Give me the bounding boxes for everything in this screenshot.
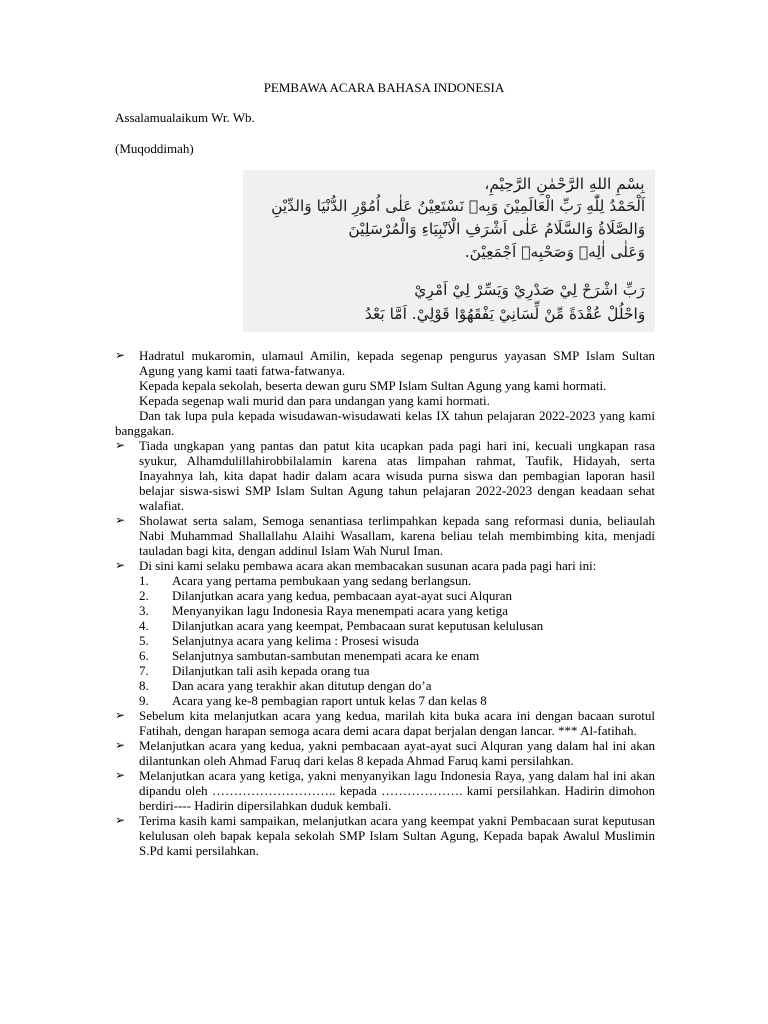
agenda-number: 3. xyxy=(139,603,149,618)
arrow-bullet-icon: ➢ xyxy=(115,348,126,362)
list-item xyxy=(115,708,655,738)
arrow-bullet-icon: ➢ xyxy=(115,738,126,752)
arrow-bullet-icon: ➢ xyxy=(115,513,126,527)
paragraph-hadratul: Hadratul mukaromin, ulamaul Amilin, kepada segenap pengurus yayasan SMP Islam Sultan Agung yang kami taati fatwa-fatwanya. xyxy=(139,348,655,378)
paragraph-syukur: Tiada ungkapan yang pantas dan patut kita ucapkan pada pagi hari ini, kecuali ungkapan rasa syukur, Alhamdulillahirobbilalamin karena atas limpahan rahmat, Taufik, Hidayah, serta Inayahnya lah, kita dapat hadir dalam acara wisuda purna siswa dan pembagian laporan hasil belajar siswa-siswi SMP Islam Sultan Agung tahun pelajaran 2022-2023 dengan keadaan sehat walafiat. xyxy=(139,438,655,513)
paragraph-alfatihah: Sebelum kita melanjutkan acara yang kedua, marilah kita buka acara ini dengan bacaan surotul Fatihah, dengan harapan semoga acara demi acara dapat berjalan dengan lancar. *** Al-fatihah. xyxy=(139,708,655,738)
agenda-number: 9. xyxy=(139,693,149,708)
arrow-bullet-icon: ➢ xyxy=(115,438,126,452)
agenda-item xyxy=(139,573,655,588)
list-item xyxy=(115,738,655,768)
paragraph-wisudawan: Dan tak lupa pula kepada wisudawan-wisudawati kelas IX tahun pelajaran 2022-2023 yang kami banggakan. xyxy=(115,408,655,438)
arabic-opening-image xyxy=(243,170,655,332)
agenda-item xyxy=(139,663,655,678)
arabic-line-3: وَالصَّلَاةُ وَالسَّلَامُ عَلٰى اَشْرَفِ الْاَنْبِيَاءِ وَالْمُرْسَلِيْنَ xyxy=(348,220,645,238)
paragraph-susunan-acara: Di sini kami selaku pembawa acara akan membacakan susunan acara pada pagi hari ini: xyxy=(139,558,597,573)
paragraph-acara-ketiga: Melanjutkan acara yang ketiga, yakni menyanyikan lagu Indonesia Raya, yang dalam hal ini akan dipandu oleh ……………………….. kepada ………………. kami persilahkan. Hadirin dimohon berdiri---- Hadirin dipersilahkan duduk kembali. xyxy=(139,768,655,813)
document-body xyxy=(115,348,655,858)
arabic-line-4: وَعَلٰى اٰلِهٖ وَصَحْبِهٖ اَجْمَعِيْنَ. xyxy=(464,243,645,261)
arabic-line-5: رَبِّ اشْرَحْ لِيْ صَدْرِيْ وَيَسِّرْ لِيْ اَمْرِيْ xyxy=(414,281,645,299)
arrow-bullet-icon: ➢ xyxy=(115,813,126,827)
arrow-bullet-icon: ➢ xyxy=(115,558,126,572)
paragraph-sholawat: Sholawat serta salam, Semoga senantiasa terlimpahkan kepada sang reformasi dunia, beliaulah Nabi Muhammad Shallallahu Alaihi Wasallam, karena beliau telah membimbing kita, menjadi tauladan bagi kita, dengan addinul Islam Wah Nurul Iman. xyxy=(139,513,655,558)
paragraph-kepala-sekolah: Kepada kepala sekolah, beserta dewan guru SMP Islam Sultan Agung yang kami hormati. xyxy=(139,378,607,393)
arrow-bullet-icon: ➢ xyxy=(115,768,126,782)
paragraph-wali-murid: Kepada segenap wali murid dan para undangan yang kami hormati. xyxy=(139,393,490,408)
agenda-number: 8. xyxy=(139,678,149,693)
agenda-item xyxy=(139,603,655,618)
agenda-item xyxy=(139,588,655,603)
agenda-text: Selanjutnya acara yang kelima : Prosesi wisuda xyxy=(172,633,419,648)
agenda-text: Dilanjutkan acara yang keempat, Pembacaan surat keputusan kelulusan xyxy=(172,618,544,633)
agenda-text: Selanjutnya sambutan-sambutan menempati acara ke enam xyxy=(172,648,480,663)
list-item xyxy=(115,558,655,573)
agenda-number: 6. xyxy=(139,648,149,663)
agenda-text: Menyanyikan lagu Indonesia Raya menempati acara yang ketiga xyxy=(172,603,509,618)
paragraph-acara-keempat: Terima kasih kami sampaikan, melanjutkan acara yang keempat yakni Pembacaan surat keputusan kelulusan oleh bapak kepala sekolah SMP Islam Sultan Agung, Kepada bapak Awalul Muslimin S.Pd kami persilahkan. xyxy=(139,813,655,858)
list-item xyxy=(115,813,655,858)
arabic-line-2: اَلْحَمْدُ لِلّٰهِ رَبِّ الْعَالَمِيْنَ وَبِهٖ نَسْتَعِيْنُ عَلٰى اُمُوْرِ الدُّنْيَا وَالدِّيْنِ xyxy=(270,197,645,215)
arabic-line-1: بِسْمِ اللهِ الرَّحْمٰنِ الرَّحِيْمِ، xyxy=(484,175,645,193)
list-item xyxy=(115,768,655,813)
agenda-text: Dilanjutkan tali asih kepada orang tua xyxy=(172,663,370,678)
arrow-bullet-icon: ➢ xyxy=(115,708,126,722)
document-title: PEMBAWA ACARA BAHASA INDONESIA xyxy=(263,80,505,95)
agenda-text: Acara yang pertama pembukaan yang sedang berlangsun. xyxy=(172,573,472,588)
muqoddimah-label: (Muqoddimah) xyxy=(115,141,194,156)
agenda-number: 4. xyxy=(139,618,149,633)
agenda-list xyxy=(139,573,655,708)
agenda-number: 7. xyxy=(139,663,149,678)
agenda-number: 2. xyxy=(139,588,149,603)
paragraph-acara-kedua: Melanjutkan acara yang kedua, yakni pembacaan ayat-ayat suci Alquran yang dalam hal ini akan dilantunkan oleh Ahmad Faruq dari kelas 8 kepada Ahmad Faruq kami persilahkan. xyxy=(139,738,655,768)
arabic-line-6: وَاحْلُلْ عُقْدَةً مِّنْ لِّسَانِيْ يَفْقَهُوْا قَوْلِيْ. اَمَّا بَعْدُ xyxy=(364,305,645,323)
agenda-number: 1. xyxy=(139,573,149,588)
list-item xyxy=(115,513,655,558)
list-item xyxy=(115,438,655,513)
list-item xyxy=(115,348,655,378)
agenda-item xyxy=(139,618,655,633)
agenda-item xyxy=(139,693,655,708)
agenda-item xyxy=(139,678,655,693)
agenda-text: Acara yang ke-8 pembagian raport untuk kelas 7 dan kelas 8 xyxy=(172,693,487,708)
agenda-number: 5. xyxy=(139,633,149,648)
agenda-item xyxy=(139,648,655,663)
agenda-text: Dan acara yang terakhir akan ditutup dengan do’a xyxy=(172,678,432,693)
agenda-item xyxy=(139,633,655,648)
greeting: Assalamualaikum Wr. Wb. xyxy=(115,110,255,125)
agenda-text: Dilanjutkan acara yang kedua, pembacaan ayat-ayat suci Alquran xyxy=(172,588,513,603)
